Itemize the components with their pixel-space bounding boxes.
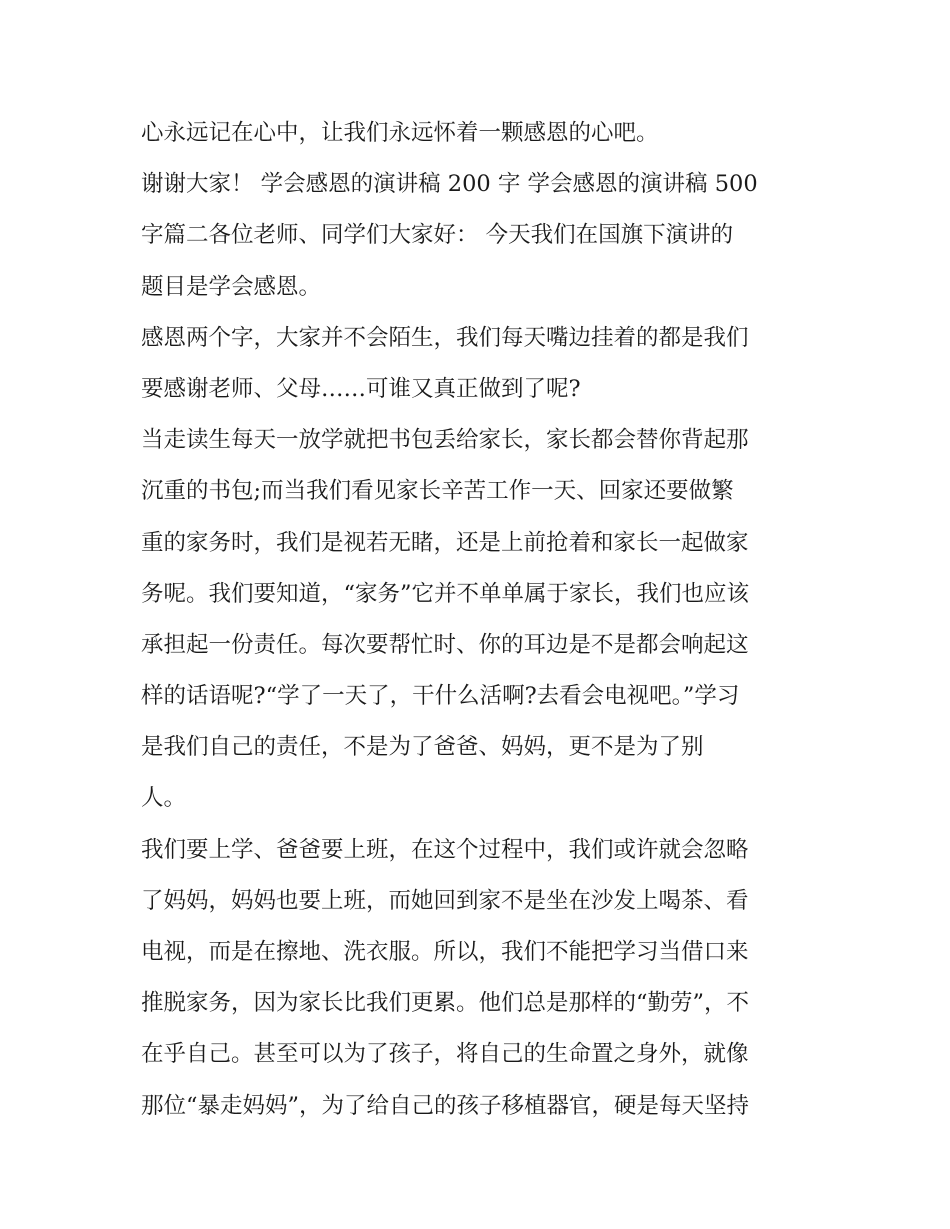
text-line: 电视，而是在擦地、洗衣服。所以，我们不能把学习当借口来 — [141, 939, 749, 965]
text-line: 字篇二各位老师、同学们大家好： 今天我们在国旗下演讲的 — [141, 222, 734, 249]
text-line: 在乎自己。甚至可以为了孩子，将自己的生命置之身外，就像 — [141, 1041, 749, 1068]
text-line: 感恩两个字，大家并不会陌生，我们每天嘴边挂着的都是我们 — [141, 324, 749, 351]
text-line: 重的家务时，我们是视若无睹，还是上前抢着和家长一起做家 — [141, 529, 749, 556]
text-line: 谢谢大家！ 学会感恩的演讲稿 200 字 学会感恩的演讲稿 500 — [141, 171, 758, 198]
text-line: 是我们自己的责任，不是为了爸爸、妈妈，更不是为了别 — [141, 734, 704, 761]
text-line: 沉重的书包;而当我们看见家长辛苦工作一天、回家还要做繁 — [141, 478, 734, 505]
body-text — [141, 108, 821, 1132]
text-line: 承担起一份责任。每次要帮忙时、你的耳边是不是都会响起这 — [141, 631, 749, 658]
text-line: 那位“暴走妈妈”，为了给自己的孩子移植器官，硬是每天坚持 — [141, 1092, 750, 1119]
text-line: 务呢。我们要知道，“家务”它并不单单属于家长，我们也应该 — [141, 580, 750, 607]
text-line: 样的话语呢?“学了一天了，干什么活啊?去看会电视吧。”学习 — [141, 683, 740, 710]
text-line: 题目是学会感恩。 — [141, 273, 322, 300]
text-line: 要感谢老师、父母……可谁又真正做到了呢? — [141, 375, 581, 402]
text-line: 人。 — [141, 785, 187, 812]
text-line: 心永远记在心中，让我们永远怀着一颗感恩的心吧。 — [141, 120, 659, 146]
text-line: 当走读生每天一放学就把书包丢给家长，家长都会替你背起那 — [141, 427, 749, 454]
text-line: 了妈妈，妈妈也要上班，而她回到家不是坐在沙发上喝茶、看 — [141, 887, 749, 914]
text-line: 推脱家务，因为家长比我们更累。他们总是那样的“勤劳”，不 — [141, 990, 750, 1017]
text-line: 我们要上学、爸爸要上班，在这个过程中，我们或许就会忽略 — [141, 836, 749, 863]
